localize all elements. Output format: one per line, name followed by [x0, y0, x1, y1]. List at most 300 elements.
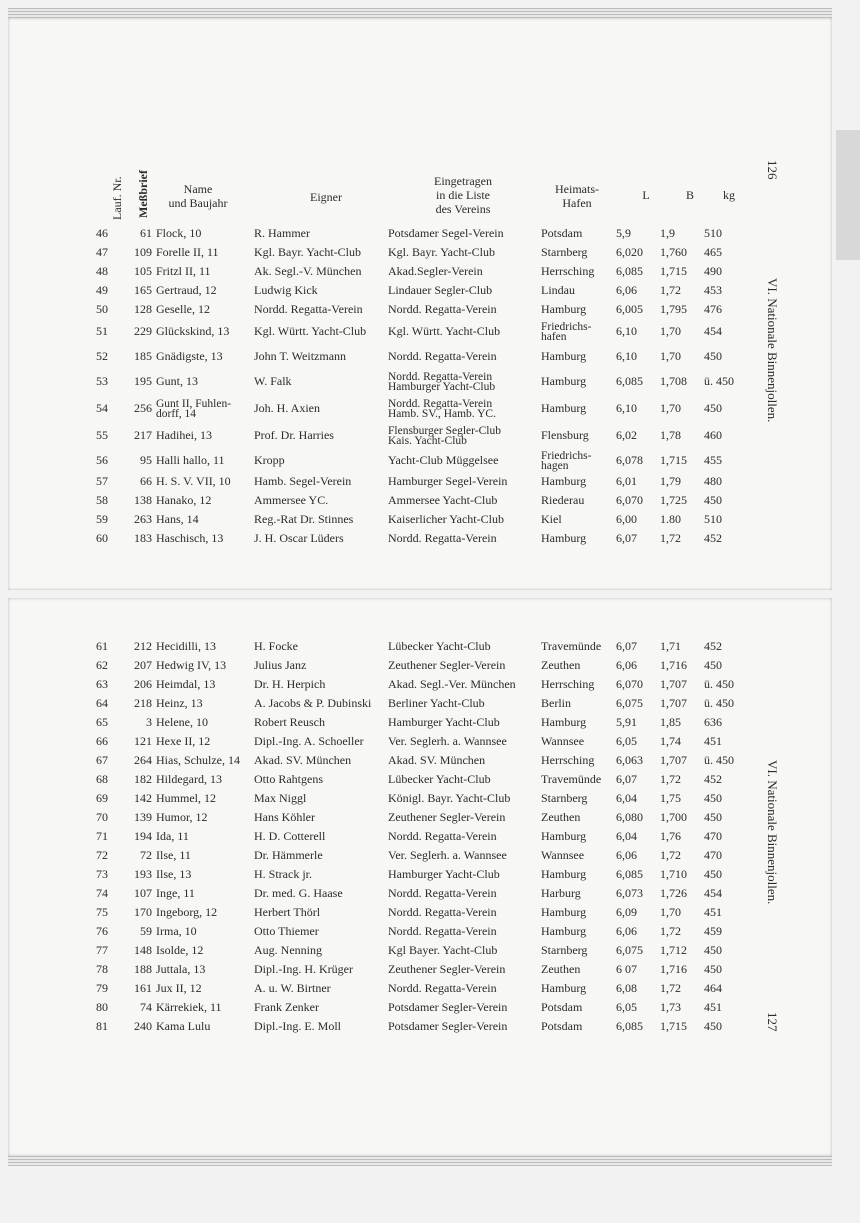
cell-b: 1,707: [660, 753, 687, 767]
cell-l: 6,01: [616, 474, 637, 488]
cell-verein: Hamburger Yacht-Club: [388, 715, 500, 729]
cell-hafen: Hamburg: [541, 924, 587, 938]
cell-mess: 212: [134, 639, 152, 653]
cell-mess: 148: [134, 943, 152, 957]
cell-eigner: Hans Köhler: [254, 810, 315, 824]
table-row: [96, 451, 816, 470]
cell-verein: Nordd. Regatta-Verein: [388, 886, 497, 900]
cell-mess: 161: [134, 981, 152, 995]
cell-name: Inge, 11: [156, 886, 195, 900]
cell-kg: 451: [704, 1000, 722, 1014]
cell-l: 6,04: [616, 791, 637, 805]
cell-lauf: 56: [96, 453, 108, 467]
cell-verein: Lübecker Yacht-Club: [388, 639, 491, 653]
cell-verein: Yacht-Club Müggelsee: [388, 453, 499, 467]
cell-kg: 450: [704, 943, 722, 957]
cell-b: 1,716: [660, 962, 687, 976]
header-kg: kg: [723, 188, 735, 202]
table-row: [96, 656, 816, 675]
cell-l: 5,9: [616, 226, 631, 240]
cell-name: Gunt II, Fuhlen- dorff, 14: [156, 398, 232, 420]
cell-kg: 510: [704, 512, 722, 526]
table-row: [96, 960, 816, 979]
cell-eigner: Dipl.-Ing. H. Krüger: [254, 962, 353, 976]
cell-eigner: A. u. W. Birtner: [254, 981, 331, 995]
cell-b: 1,712: [660, 943, 687, 957]
cell-b: 1,72: [660, 772, 681, 786]
cell-name: Glückskind, 13: [156, 324, 230, 338]
table-row: [96, 751, 816, 770]
cell-mess: 206: [134, 677, 152, 691]
cell-mess: 183: [134, 531, 152, 545]
table-row: [96, 372, 816, 391]
cell-name: Hecidilli, 13: [156, 639, 216, 653]
cell-mess: 66: [140, 474, 152, 488]
cell-kg: 470: [704, 848, 722, 862]
page-stack-bottom: [8, 1156, 832, 1166]
cell-eigner: Dipl.-Ing. E. Moll: [254, 1019, 341, 1033]
cell-eigner: Prof. Dr. Harries: [254, 428, 334, 442]
header-b: B: [685, 188, 694, 202]
cell-l: 6,085: [616, 264, 643, 278]
cell-mess: 185: [134, 349, 152, 363]
table-row: [96, 922, 816, 941]
cell-verein: Potsdamer Segel-Verein: [388, 226, 504, 240]
cell-lauf: 77: [96, 943, 108, 957]
cell-kg: 454: [704, 324, 722, 338]
cell-eigner: Kgl. Württ. Yacht-Club: [254, 324, 367, 338]
cell-kg: 476: [704, 302, 722, 316]
cell-eigner: R. Hammer: [254, 226, 310, 240]
cell-lauf: 75: [96, 905, 108, 919]
cell-kg: 450: [704, 962, 722, 976]
table-row: [96, 243, 816, 262]
page-number-bottom: 127: [765, 1012, 780, 1032]
cell-name: Ilse, 11: [156, 848, 191, 862]
cell-b: 1,79: [660, 474, 681, 488]
table-row: [96, 322, 816, 341]
cell-l: 6,05: [616, 1000, 637, 1014]
table-row: [96, 637, 816, 656]
table-row: [96, 675, 816, 694]
cell-kg: 490: [704, 264, 722, 278]
cell-l: 6,00: [616, 512, 637, 526]
cell-hafen: Zeuthen: [541, 810, 581, 824]
cell-name: Juttala, 13: [156, 962, 206, 976]
cell-b: 1,708: [660, 374, 687, 388]
cell-b: 1,74: [660, 734, 681, 748]
cell-lauf: 59: [96, 512, 108, 526]
cell-l: 6,075: [616, 696, 643, 710]
cell-l: 6,005: [616, 302, 643, 316]
cell-b: 1,710: [660, 867, 687, 881]
cell-kg: 450: [704, 810, 722, 824]
cell-l: 6,05: [616, 734, 637, 748]
cell-mess: 165: [134, 283, 152, 297]
cell-lauf: 70: [96, 810, 108, 824]
cell-mess: 170: [134, 905, 152, 919]
table-row: [96, 510, 816, 529]
cell-lauf: 61: [96, 639, 108, 653]
cell-eigner: Kropp: [254, 453, 285, 467]
cell-verein: Lübecker Yacht-Club: [388, 772, 491, 786]
header-l: L: [642, 188, 650, 202]
cell-mess: 128: [134, 302, 152, 316]
cell-eigner: Dr. Hämmerle: [254, 848, 323, 862]
cell-mess: 109: [134, 245, 152, 259]
cell-mess: 59: [140, 924, 152, 938]
cell-verein: Nordd. Regatta-Verein: [388, 981, 497, 995]
cell-l: 6,06: [616, 283, 637, 297]
cell-lauf: 64: [96, 696, 108, 710]
cell-name: Irma, 10: [156, 924, 197, 938]
cell-hafen: Potsdam: [541, 226, 583, 240]
cell-eigner: Max Niggl: [254, 791, 307, 805]
header-mess: Meßbrief: [136, 170, 150, 218]
cell-mess: 188: [134, 962, 152, 976]
cell-verein: Zeuthener Segler-Verein: [388, 962, 506, 976]
table-row: [96, 732, 816, 751]
cell-l: 6,02: [616, 428, 637, 442]
cell-name: Haschisch, 13: [156, 531, 224, 545]
cell-verein: Ammersee Yacht-Club: [388, 493, 498, 507]
cell-kg: 450: [704, 791, 722, 805]
cell-b: 1,715: [660, 453, 687, 467]
table-row: [96, 1017, 816, 1036]
cell-kg: 450: [704, 658, 722, 672]
cell-eigner: W. Falk: [254, 374, 292, 388]
cell-name: Ingeborg, 12: [156, 905, 218, 919]
cell-kg: 510: [704, 226, 722, 240]
cell-lauf: 72: [96, 848, 108, 862]
cell-lauf: 53: [96, 374, 108, 388]
cell-b: 1,726: [660, 886, 687, 900]
cell-eigner: H. D. Cotterell: [254, 829, 326, 843]
cell-l: 6,04: [616, 829, 637, 843]
cell-name: Heimdal, 13: [156, 677, 216, 691]
cell-b: 1.80: [660, 512, 681, 526]
cell-b: 1,72: [660, 848, 681, 862]
cell-b: 1,716: [660, 658, 687, 672]
cell-eigner: H. Strack jr.: [254, 867, 312, 881]
cell-verein: Hamburger Segel-Verein: [388, 474, 508, 488]
cell-b: 1,70: [660, 324, 681, 338]
cell-hafen: Hamburg: [541, 531, 587, 545]
cell-lauf: 49: [96, 283, 108, 297]
cell-hafen: Wannsee: [541, 734, 585, 748]
cell-b: 1,72: [660, 283, 681, 297]
table-row: [96, 770, 816, 789]
cell-l: 6,075: [616, 943, 643, 957]
cell-eigner: Akad. SV. München: [254, 753, 352, 767]
cell-l: 6,07: [616, 639, 637, 653]
cell-hafen: Potsdam: [541, 1000, 583, 1014]
cell-mess: 61: [140, 226, 152, 240]
cell-eigner: Julius Janz: [254, 658, 307, 672]
cell-lauf: 81: [96, 1019, 108, 1033]
cell-hafen: Potsdam: [541, 1019, 583, 1033]
cell-kg: 450: [704, 401, 722, 415]
cell-verein: Lindauer Segler-Club: [388, 283, 493, 297]
cell-lauf: 76: [96, 924, 108, 938]
cell-eigner: Frank Zenker: [254, 1000, 319, 1014]
cell-lauf: 55: [96, 428, 108, 442]
cell-l: 6,080: [616, 810, 643, 824]
cell-l: 6 07: [616, 962, 637, 976]
cell-eigner: Nordd. Regatta-Verein: [254, 302, 363, 316]
cell-verein: Nordd. Regatta-Verein: [388, 349, 497, 363]
cell-eigner: H. Focke: [254, 639, 298, 653]
cell-l: 6,063: [616, 753, 643, 767]
cell-hafen: Hamburg: [541, 374, 587, 388]
cell-lauf: 52: [96, 349, 108, 363]
table-row: [96, 472, 816, 491]
cell-kg: ü. 450: [704, 753, 734, 767]
cell-lauf: 51: [96, 324, 108, 338]
cell-eigner: Reg.-Rat Dr. Stinnes: [254, 512, 354, 526]
cell-l: 6,06: [616, 848, 637, 862]
cell-l: 6,10: [616, 401, 637, 415]
cell-mess: 139: [134, 810, 152, 824]
cell-hafen: Friedrichs- hafen: [541, 321, 592, 343]
cell-mess: 256: [134, 401, 152, 415]
cell-hafen: Lindau: [541, 283, 575, 297]
cell-verein: Akad. SV. München: [388, 753, 486, 767]
cell-mess: 138: [134, 493, 152, 507]
cell-lauf: 78: [96, 962, 108, 976]
cell-hafen: Harburg: [541, 886, 581, 900]
cell-b: 1,70: [660, 401, 681, 415]
cell-l: 6,06: [616, 658, 637, 672]
cell-name: Gunt, 13: [156, 374, 198, 388]
cell-verein: Potsdamer Segler-Verein: [388, 1000, 508, 1014]
cell-b: 1,715: [660, 264, 687, 278]
cell-b: 1,75: [660, 791, 681, 805]
cell-hafen: Travemünde: [541, 772, 602, 786]
cell-lauf: 65: [96, 715, 108, 729]
cell-lauf: 60: [96, 531, 108, 545]
cell-mess: 218: [134, 696, 152, 710]
cell-name: Gnädigste, 13: [156, 349, 223, 363]
cell-verein: Akad. Segl.-Ver. München: [388, 677, 516, 691]
cell-mess: 194: [134, 829, 152, 843]
cell-hafen: Travemünde: [541, 639, 602, 653]
table-row: [96, 281, 816, 300]
cell-lauf: 62: [96, 658, 108, 672]
cell-lauf: 79: [96, 981, 108, 995]
cell-b: 1,707: [660, 696, 687, 710]
cell-hafen: Hamburg: [541, 302, 587, 316]
cell-hafen: Hamburg: [541, 905, 587, 919]
header-name: Name und Baujahr: [168, 182, 228, 210]
cell-name: Jux II, 12: [156, 981, 202, 995]
cell-eigner: Hamb. Segel-Verein: [254, 474, 352, 488]
cell-name: Isolde, 12: [156, 943, 204, 957]
cell-name: Helene, 10: [156, 715, 208, 729]
cell-name: Geselle, 12: [156, 302, 210, 316]
table-row: [96, 529, 816, 548]
cell-mess: 195: [134, 374, 152, 388]
header-eigner: Eigner: [310, 190, 342, 204]
cell-b: 1,73: [660, 1000, 681, 1014]
cell-lauf: 54: [96, 401, 108, 415]
table-row: [96, 903, 816, 922]
cell-b: 1,725: [660, 493, 687, 507]
cell-lauf: 46: [96, 226, 108, 240]
cell-kg: ü. 450: [704, 374, 734, 388]
cell-kg: 451: [704, 905, 722, 919]
page-number-top: 126: [765, 160, 780, 180]
cell-verein: Nordd. Regatta-Verein: [388, 905, 497, 919]
cell-b: 1,9: [660, 226, 675, 240]
cell-eigner: A. Jacobs & P. Dubinski: [254, 696, 372, 710]
cell-kg: 460: [704, 428, 722, 442]
cell-eigner: John T. Weitzmann: [254, 349, 347, 363]
cell-hafen: Hamburg: [541, 474, 587, 488]
cell-eigner: Kgl. Bayr. Yacht-Club: [254, 245, 362, 259]
cell-mess: 240: [134, 1019, 152, 1033]
cell-verein: Nordd. Regatta-Verein: [388, 531, 497, 545]
cell-name: Hexe II, 12: [156, 734, 211, 748]
cell-lauf: 47: [96, 245, 108, 259]
cell-kg: 636: [704, 715, 722, 729]
cell-name: Ilse, 13: [156, 867, 192, 881]
cell-l: 6,07: [616, 772, 637, 786]
cell-verein: Potsdamer Segler-Verein: [388, 1019, 508, 1033]
cell-kg: ü. 450: [704, 696, 734, 710]
table-row: [96, 979, 816, 998]
cell-eigner: Aug. Nenning: [254, 943, 322, 957]
cell-hafen: Friedrichs- hagen: [541, 450, 592, 472]
table-row: [96, 491, 816, 510]
cell-b: 1,72: [660, 531, 681, 545]
cell-lauf: 69: [96, 791, 108, 805]
cell-lauf: 66: [96, 734, 108, 748]
cell-lauf: 74: [96, 886, 108, 900]
cell-lauf: 80: [96, 1000, 108, 1014]
cell-name: Halli hallo, 11: [156, 453, 225, 467]
cell-mess: 182: [134, 772, 152, 786]
cell-hafen: Hamburg: [541, 829, 587, 843]
cell-lauf: 73: [96, 867, 108, 881]
running-title-top: VI. Nationale Binnenjollen.: [765, 278, 780, 423]
cell-mess: 142: [134, 791, 152, 805]
cell-b: 1,72: [660, 924, 681, 938]
cell-lauf: 50: [96, 302, 108, 316]
cell-hafen: Hamburg: [541, 981, 587, 995]
cell-b: 1,76: [660, 829, 681, 843]
cell-kg: 452: [704, 531, 722, 545]
cell-verein: Hamburger Yacht-Club: [388, 867, 500, 881]
cell-l: 6,07: [616, 531, 637, 545]
cell-kg: 455: [704, 453, 722, 467]
cell-eigner: Ammersee YC.: [254, 493, 329, 507]
cell-name: Hanako, 12: [156, 493, 212, 507]
cell-mess: 207: [134, 658, 152, 672]
cell-kg: 465: [704, 245, 722, 259]
cell-eigner: J. H. Oscar Lüders: [254, 531, 344, 545]
cell-l: 6,085: [616, 867, 643, 881]
cell-name: Gertraud, 12: [156, 283, 217, 297]
table-row: [96, 827, 816, 846]
cell-hafen: Riederau: [541, 493, 585, 507]
cell-name: Fritzl II, 11: [156, 264, 211, 278]
cell-verein: Ver. Seglerh. a. Wannsee: [388, 734, 507, 748]
cell-verein: Kgl Bayer. Yacht-Club: [388, 943, 498, 957]
cell-verein: Nordd. Regatta-Verein: [388, 924, 497, 938]
cell-hafen: Herrsching: [541, 677, 595, 691]
cell-hafen: Zeuthen: [541, 962, 581, 976]
cell-mess: 74: [140, 1000, 152, 1014]
cell-kg: 470: [704, 829, 722, 843]
cell-b: 1,760: [660, 245, 687, 259]
header-heimatshafen: Heimats- Hafen: [555, 182, 599, 210]
cell-name: Hummel, 12: [156, 791, 216, 805]
cell-eigner: Dr. H. Herpich: [254, 677, 326, 691]
cell-hafen: Herrsching: [541, 753, 595, 767]
cell-hafen: Herrsching: [541, 264, 595, 278]
cell-kg: 464: [704, 981, 722, 995]
cell-lauf: 63: [96, 677, 108, 691]
cell-l: 6,09: [616, 905, 637, 919]
cell-l: 6,070: [616, 493, 643, 507]
cell-l: 6,10: [616, 324, 637, 338]
cell-mess: 121: [134, 734, 152, 748]
cell-l: 6,08: [616, 981, 637, 995]
page-edge: [836, 130, 860, 260]
cell-name: Hildegard, 13: [156, 772, 222, 786]
cell-hafen: Hamburg: [541, 867, 587, 881]
cell-mess: 217: [134, 428, 152, 442]
cell-kg: 450: [704, 349, 722, 363]
cell-kg: ü. 450: [704, 677, 734, 691]
cell-name: H. S. V. VII, 10: [156, 474, 231, 488]
cell-hafen: Starnberg: [541, 943, 588, 957]
cell-name: Forelle II, 11: [156, 245, 219, 259]
table-row: [96, 884, 816, 903]
cell-hafen: Starnberg: [541, 791, 588, 805]
cell-mess: 3: [146, 715, 152, 729]
cell-b: 1,71: [660, 639, 681, 653]
cell-verein: Kgl. Württ. Yacht-Club: [388, 324, 501, 338]
cell-eigner: Herbert Thörl: [254, 905, 321, 919]
cell-kg: 452: [704, 772, 722, 786]
cell-verein: Königl. Bayr. Yacht-Club: [388, 791, 511, 805]
cell-kg: 450: [704, 493, 722, 507]
cell-verein: Nordd. Regatta-Verein Hamburger Yacht-Club: [388, 371, 496, 393]
cell-l: 6,070: [616, 677, 643, 691]
cell-name: Heinz, 13: [156, 696, 203, 710]
cell-l: 6,020: [616, 245, 643, 259]
cell-l: 6,085: [616, 1019, 643, 1033]
table-row: [96, 694, 816, 713]
cell-b: 1,72: [660, 981, 681, 995]
cell-mess: 229: [134, 324, 152, 338]
running-title-bottom: VI. Nationale Binnenjollen.: [765, 760, 780, 905]
table-row: [96, 426, 816, 445]
cell-kg: 452: [704, 639, 722, 653]
cell-hafen: Starnberg: [541, 245, 588, 259]
cell-eigner: Dipl.-Ing. A. Schoeller: [254, 734, 364, 748]
cell-eigner: Joh. H. Axien: [254, 401, 320, 415]
cell-verein: Ver. Seglerh. a. Wannsee: [388, 848, 507, 862]
cell-verein: Kaiserlicher Yacht-Club: [388, 512, 504, 526]
cell-name: Hadihei, 13: [156, 428, 212, 442]
cell-mess: 107: [134, 886, 152, 900]
cell-mess: 193: [134, 867, 152, 881]
cell-verein: Flensburger Segler-Club Kais. Yacht-Club: [388, 425, 501, 447]
header-eingetragen: Eingetragen in die Liste des Vereins: [434, 174, 492, 216]
